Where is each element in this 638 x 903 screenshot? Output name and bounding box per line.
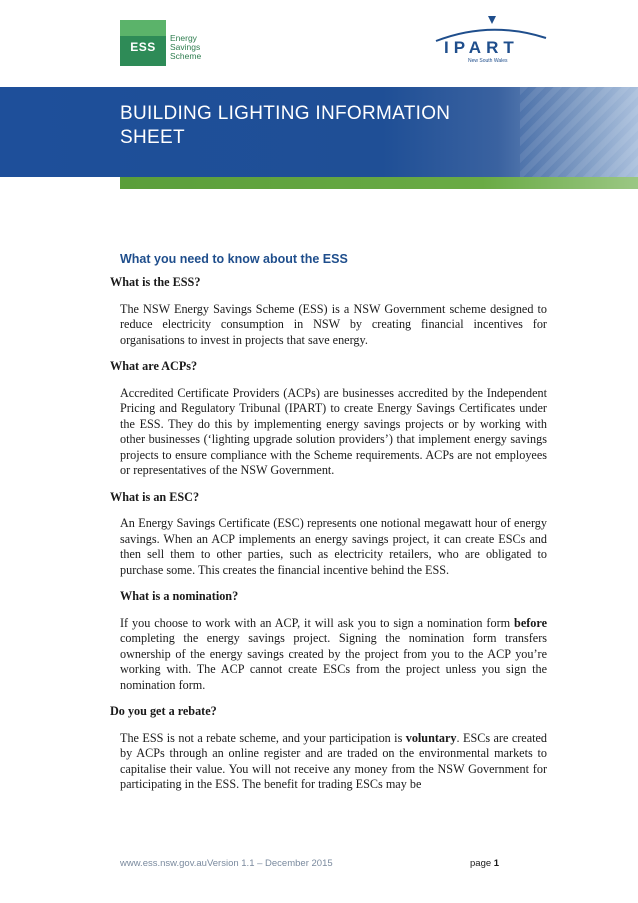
ess-logo-abbr: ESS <box>130 40 156 54</box>
answer-paragraph: If you choose to work with an ACP, it will ask you to sign a nomination form before completing the energy savings project. Signing the nomination form transfers ownership of the energy savings created by the project from you to the ACP you’re working with. The ACP cannot create ESCs from the project unless you sign the nomination form. <box>120 615 547 692</box>
answer-paragraph: The NSW Energy Savings Scheme (ESS) is a NSW Government scheme designed to reduce electricity consumption in NSW by creating financial incentives for organisations to invest in projects that save energy. <box>120 301 547 347</box>
question-heading: What are ACPs? <box>110 359 198 373</box>
title-banner <box>0 87 638 177</box>
question-heading: What is the ESS? <box>110 275 201 289</box>
ipart-logo <box>430 14 550 70</box>
ess-logo <box>120 20 206 70</box>
question-heading: Do you get a rebate? <box>110 704 217 718</box>
question-heading: What is a nomination? <box>120 589 239 603</box>
answer-paragraph: The ESS is not a rebate scheme, and your participation is voluntary. ESCs are created by ACPs through an online register and are traded on the environmental markets to capitalise their value. You will not receive any money from the NSW Government for participating in the ESS. The benefit for trading ESCs may be <box>120 730 547 791</box>
ipart-logo-sub: New South Wales <box>468 58 508 64</box>
answer-paragraph: Accredited Certificate Providers (ACPs) are businesses accredited by the Independent Pricing and Regulatory Tribunal (IPART) to create Energy Savings Certificates under the ESS. They do this by implementing energy savings projects or by working with other businesses (‘lighting upgrade solution providers’) that implement energy savings projects to ensure compliance with the Scheme requirements. ACPs are not employees or representatives of the NSW Government. <box>120 385 547 477</box>
page-number: page 1 <box>470 858 500 869</box>
footer-url-version: www.ess.nsw.gov.auVersion 1.1 – December 2015 <box>120 858 333 869</box>
section-heading: What you need to know about the ESS <box>120 252 348 266</box>
green-accent-strip <box>120 177 638 189</box>
question-heading: What is an ESC? <box>110 489 200 504</box>
document-body <box>110 275 547 804</box>
page-title: BUILDING LIGHTING INFORMATION SHEET <box>120 103 451 148</box>
answer-paragraph: An Energy Savings Certificate (ESC) represents one notional megawatt hour of energy savings. When an ACP implements an energy savings project, it can create ESCs and then sell them to other parties, such as electricity retailers, who are obligated to purchase some. This creates the financial incentive behind the ESS. <box>120 516 547 577</box>
page-footer <box>120 858 500 869</box>
ess-logo-mark <box>120 20 166 66</box>
ipart-logo-name: IPART <box>444 38 519 57</box>
ess-logo-text: Energy Savings Scheme <box>170 33 202 61</box>
